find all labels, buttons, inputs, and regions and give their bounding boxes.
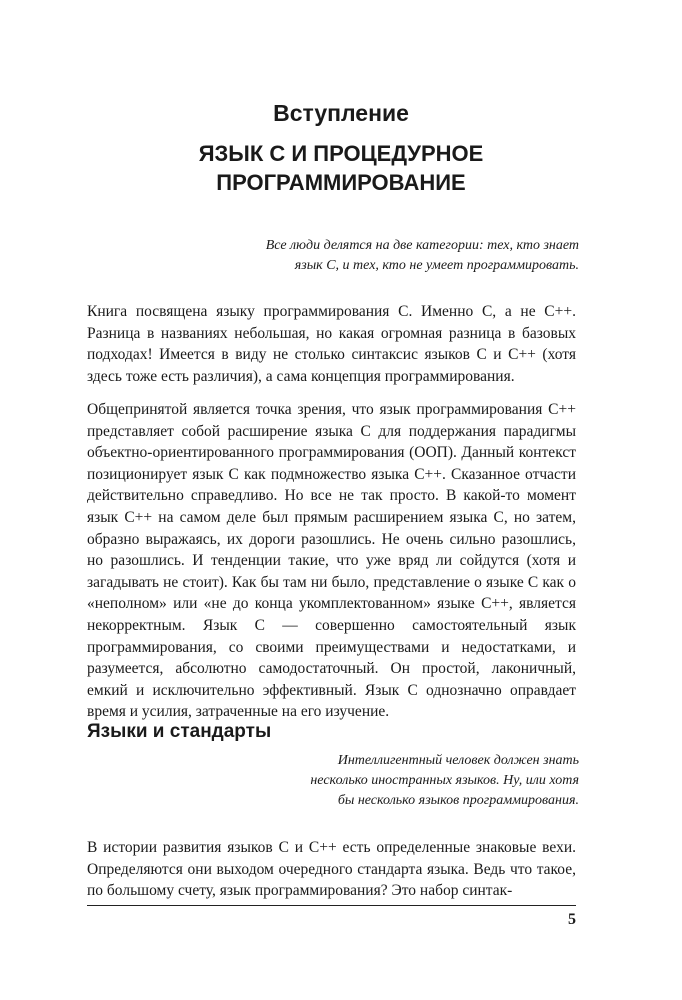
- chapter-title-text: ЯЗЫК С И ПРОЦЕДУРНОЕ ПРОГРАММИРОВАНИЕ: [198, 141, 484, 195]
- epigraph-line: Интеллигентный человек должен знать: [337, 753, 579, 768]
- section-epigraph: [179, 751, 579, 811]
- epigraph-line: Все люди делятся на две категории: тех, кто знает: [265, 238, 579, 253]
- body-paragraph: Книга посвящена языку программирования C. Именно C, а не C++. Разница в названиях небольшая, но какая огромная разница в базовых подходах! Имеется в виду не столько синтаксис языков C и C++ (хотя здесь тоже есть различия), а сама концепция программирования.: [87, 303, 576, 385]
- footer-rule: [87, 905, 576, 906]
- epigraph-line: несколько иностранных языков. Ну, или хотя: [310, 773, 579, 788]
- body-paragraph: Общепринятой является точка зрения, что язык программирования C++ представляет собой расширение языка C для поддержания парадигмы объектно-ориентированного программирования (ООП). Данный контекст позиционирует язык C как подмножество языка C++. Сказанное отчасти действительно справедливо. Но все не так просто. В какой-то момент язык C++ на самом деле был прямым расширением языка C, но затем, образно выражаясь, их дороги разошлись. Не очень сильно разошлись, но разошлись. И тенденции такие, что уже вряд ли сойдутся (хотя и загадывать не стоит). Как бы там ни было, представление о языке C как о «неполном» или «не до конца укомплектованном» языке C++, является некорректным. Язык C — совершенно самостоятельный язык программирования, со своими преимуществами и недостатками, и разумеется, абсолютно самодостаточный. Он простой, лаконичный, емкий и исключительно эффективный. Язык C однозначно оправдает время и усилия, затраченные на его изучение.: [87, 401, 576, 721]
- body-paragraph: В истории развития языков C и C++ есть определенные знаковые вехи. Определяются они выходом очередного стандарта языка. Ведь что такое, по большому счету, язык программирования? Это набор синтак-: [87, 839, 576, 900]
- section-heading: Языки и стандарты: [87, 721, 272, 742]
- epigraph-line: бы несколько языков программирования.: [337, 793, 579, 808]
- chapter-epigraph: [179, 236, 579, 276]
- chapter-title: [0, 139, 682, 197]
- epigraph-line: язык С, и тех, кто не умеет программировать.: [294, 258, 579, 273]
- chapter-label: Вступление: [273, 100, 409, 126]
- page-number: 5: [568, 911, 576, 928]
